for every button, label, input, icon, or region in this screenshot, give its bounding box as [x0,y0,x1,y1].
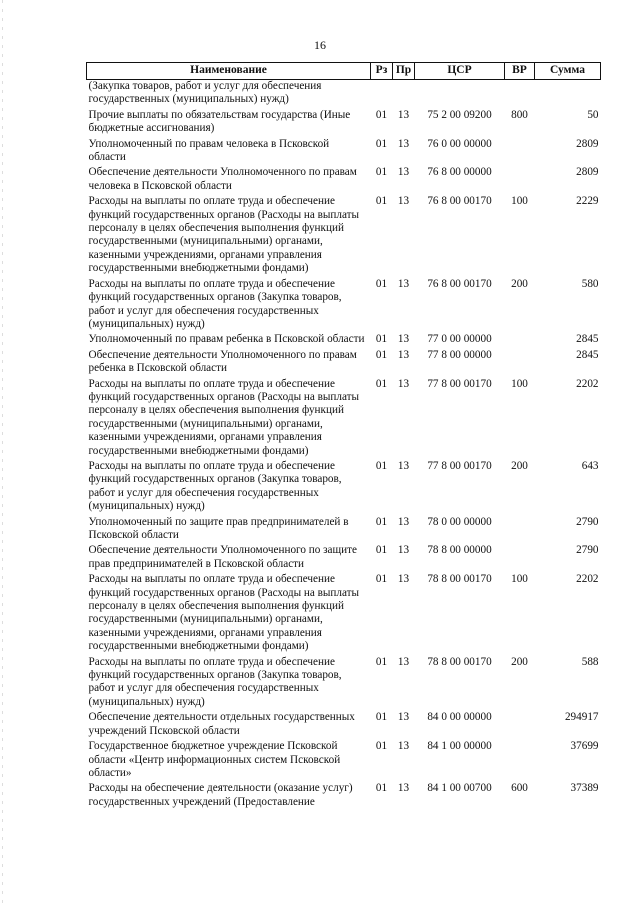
header-sum: Сумма [535,63,601,80]
table-row [87,656,601,712]
row-csr: 76 8 00 00170 [427,277,492,290]
row-name: Обеспечение деятельности Уполномоченного по защите прав предпринимателей в Псковской области [88,544,357,570]
row-csr: 84 0 00 00000 [427,711,492,724]
row-pr: 13 [397,459,410,472]
table-body [87,80,601,812]
table-row [87,544,601,573]
row-pr: 13 [397,377,410,390]
row-rz: 01 [375,544,388,557]
row-name: Расходы на выплаты по оплате труда и обеспечение функций государственных органов (Расходы на выплаты персоналу в целях обеспечения выполнения функций государственными (муниципальными) органами, казенными учреждениями, органами управления государственными внебюджетными фондами) [88,377,360,457]
row-rz: 01 [375,195,388,208]
row-pr: 13 [397,515,410,528]
row-vr: 200 [511,277,528,290]
row-vr [505,138,535,167]
row-sum: 2229 [576,195,599,208]
budget-table [86,62,601,811]
row-vr [505,80,535,109]
header-rz: Рз [371,63,393,80]
row-name: Расходы на выплаты по оплате труда и обеспечение функций государственных органов (Закупка товаров, работ и услуг для обеспечения государственных (муниципальных) нужд) [88,655,342,708]
row-sum: 2809 [576,166,599,179]
row-rz: 01 [375,711,388,724]
row-csr: 76 0 00 00000 [427,137,492,150]
row-pr: 13 [397,277,410,290]
header-csr: ЦСР [415,63,505,80]
header-vr: ВР [505,63,535,80]
row-csr: 77 8 00 00170 [427,377,492,390]
row-sum: 2790 [576,544,599,557]
row-name: Уполномоченный по правам ребенка в Псковской области [88,333,365,346]
row-name: Расходы на выплаты по оплате труда и обеспечение функций государственных органов (Расходы на выплаты персоналу в целях обеспечения выполнения функций государственными (муниципальными) органами, казенными учреждениями, органами управления государственными внебюджетными фондами) [88,573,360,653]
row-name: Уполномоченный по защите прав предпринимателей в Псковской области [88,515,349,541]
row-vr: 200 [511,459,528,472]
row-sum: 588 [581,655,599,668]
row-vr [505,516,535,545]
row-name: Обеспечение деятельности Уполномоченного по правам ребенка в Псковской области [88,348,357,375]
row-vr [505,349,535,378]
row-sum: 2845 [576,333,599,346]
row-rz: 01 [375,108,388,121]
row-name: Прочие выплаты по обязательствам государства (Иные бюджетные ассигнования) [88,108,351,135]
row-name: Расходы на выплаты по оплате труда и обеспечение функций государственных органов (Расходы на выплаты персоналу в целях обеспечения выполнения функций государственными (муниципальными) органами, казенными учреждениями, органами управления государственными внебюджетными фондами) [88,195,360,275]
table-header-row [87,63,601,80]
table-row [87,573,601,655]
row-sum: 50 [587,108,599,121]
row-csr: 77 0 00 00000 [427,333,492,346]
row-rz: 01 [375,166,388,179]
row-rz: 01 [375,348,388,361]
row-rz: 01 [375,782,388,795]
row-pr [393,80,415,109]
row-name: Расходы на выплаты по оплате труда и обеспечение функций государственных органов (Закупка товаров, работ и услуг для обеспечения государственных (муниципальных) нужд) [88,277,342,330]
row-vr: 800 [511,108,528,121]
table-row [87,460,601,516]
row-csr [415,80,505,109]
row-vr [505,333,535,348]
header-name: Наименование [87,63,371,80]
row-name: (Закупка товаров, работ и услуг для обеспечения государственных (муниципальных) нужд) [88,80,322,106]
row-csr: 78 8 00 00170 [427,655,492,668]
row-pr: 13 [397,195,410,208]
row-name: Расходы на выплаты по оплате труда и обеспечение функций государственных органов (Закупка товаров, работ и услуг для обеспечения государственных (муниципальных) нужд) [88,459,342,513]
row-name: Уполномоченный по правам человека в Псковской области [88,137,330,164]
header-pr: Пр [393,63,415,80]
row-sum: 37389 [570,782,599,795]
row-sum: 2809 [576,137,599,150]
row-rz: 01 [375,277,388,290]
row-pr: 13 [397,137,410,150]
table-row [87,378,601,460]
row-csr: 77 8 00 00000 [427,348,492,361]
row-rz: 01 [375,573,388,586]
table-row [87,278,601,334]
row-csr: 78 8 00 00170 [427,573,492,586]
row-rz: 01 [375,137,388,150]
row-csr: 78 0 00 00000 [427,515,492,528]
row-vr: 100 [511,377,528,390]
row-pr: 13 [397,333,410,346]
row-sum: 2845 [576,348,599,361]
row-pr: 13 [397,740,410,753]
row-name: Обеспечение деятельности Уполномоченного по правам человека в Псковской области [88,166,357,192]
row-vr [505,544,535,573]
table-row [87,516,601,545]
row-csr: 84 1 00 00000 [427,740,492,753]
row-vr: 100 [511,195,528,208]
table-row [87,80,601,109]
row-csr: 84 1 00 00700 [427,782,492,795]
row-vr: 600 [511,782,528,795]
scan-edge-artifact [2,0,3,905]
row-pr: 13 [397,655,410,668]
row-pr: 13 [397,166,410,179]
row-csr: 78 8 00 00000 [427,544,492,557]
row-pr: 13 [397,108,410,121]
table-row [87,349,601,378]
row-rz: 01 [375,377,388,390]
row-sum: 643 [581,459,599,472]
row-sum: 37699 [570,740,599,753]
row-sum: 2202 [576,573,599,586]
row-name: Обеспечение деятельности отдельных государственных учреждений Псковской области [88,711,355,737]
row-rz: 01 [375,740,388,753]
page-number: 16 [314,38,326,52]
row-sum: 294917 [564,711,599,724]
row-csr: 75 2 00 09200 [427,108,492,121]
row-sum [535,80,601,109]
row-pr: 13 [397,782,410,795]
table-row [87,195,601,277]
row-vr: 100 [511,573,528,586]
row-sum: 2790 [576,515,599,528]
row-csr: 76 8 00 00000 [427,166,492,179]
table-row [87,711,601,740]
row-pr: 13 [397,348,410,361]
row-rz: 01 [375,655,388,668]
table-row [87,740,601,782]
table-row [87,782,601,811]
row-name: Расходы на обеспечение деятельности (оказание услуг) государственных учреждений (Предоставление [88,782,353,808]
row-pr: 13 [397,573,410,586]
row-csr: 77 8 00 00170 [427,459,492,472]
table-row [87,138,601,167]
row-pr: 13 [397,711,410,724]
row-vr [505,740,535,782]
row-vr [505,166,535,195]
table-row [87,333,601,348]
row-vr: 200 [511,655,528,668]
row-pr: 13 [397,544,410,557]
table-row [87,166,601,195]
row-rz: 01 [375,333,388,346]
row-rz [371,80,393,109]
row-rz: 01 [375,515,388,528]
row-name: Государственное бюджетное учреждение Псковской области «Центр информационных систем Псковской области» [88,740,341,779]
row-csr: 76 8 00 00170 [427,195,492,208]
table-row [87,109,601,138]
row-vr [505,711,535,740]
row-sum: 580 [581,277,599,290]
row-sum: 2202 [576,377,599,390]
row-rz: 01 [375,459,388,472]
